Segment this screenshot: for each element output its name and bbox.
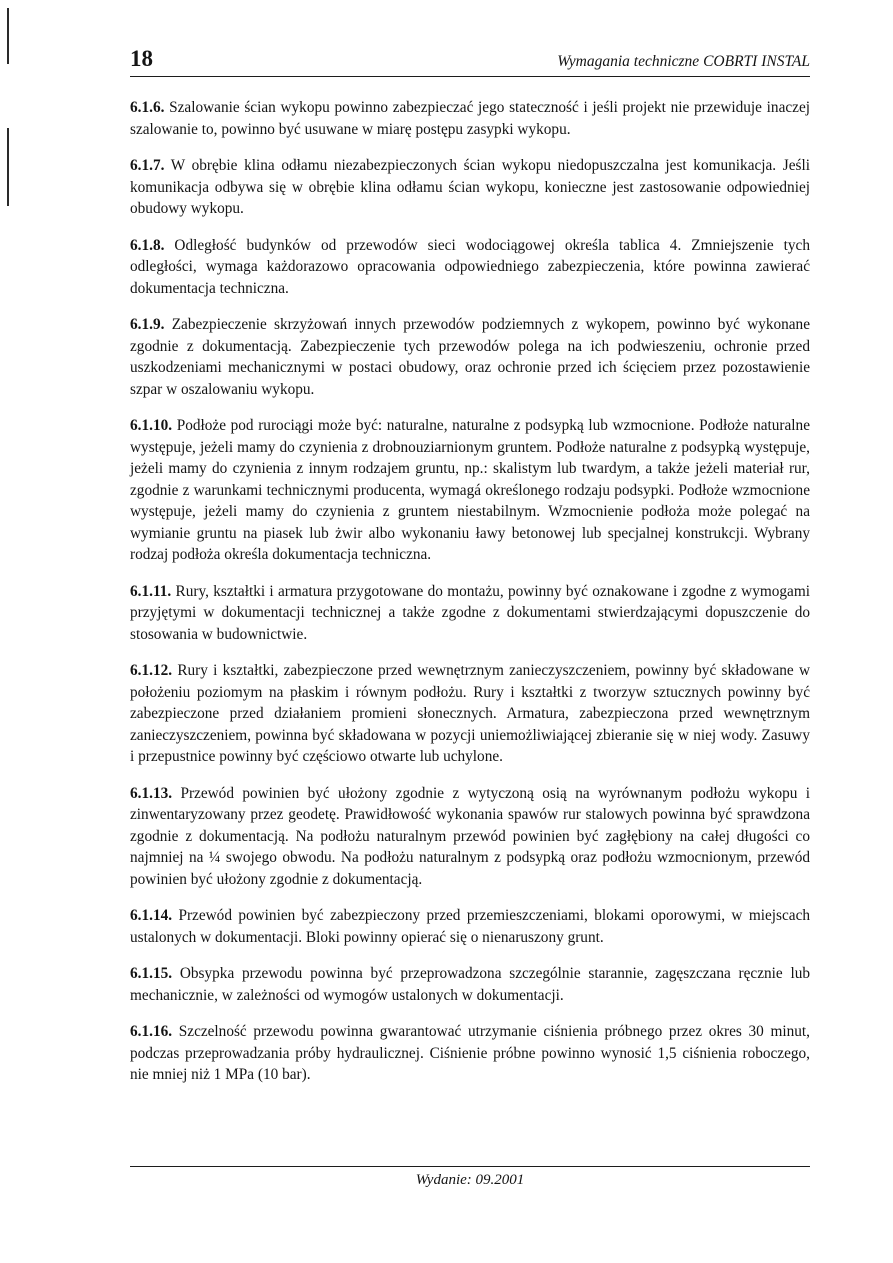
page-number: 18 xyxy=(130,46,153,71)
section-number: 6.1.15. xyxy=(130,965,173,982)
section-text: W obrębie klina odłamu niezabezpieczonych ścian wykopu niedopuszczalna jest komunikacja. Jeśli komunikacja odbywa się w obrębie klina odłamu ścian wykopu, konieczne jest zastosowanie odpowiedniej obudowy wykopu. xyxy=(130,157,810,217)
page-header xyxy=(130,46,810,77)
section-6-1-6 xyxy=(130,97,810,140)
section-6-1-7 xyxy=(130,155,810,220)
section-text: Szczelność przewodu powinna gwarantować utrzymanie ciśnienia próbnego przez okres 30 minut, podczas przeprowadzania próby hydraulicznej. Ciśnienie próbne powinno wynosić 1,5 ciśnienia roboczego, nie mniej niż 1 MPa (10 bar). xyxy=(130,1023,811,1083)
section-number: 6.1.11. xyxy=(130,582,172,600)
section-number: 6.1.10. xyxy=(130,417,173,434)
scan-margin-mark-middle xyxy=(7,128,9,206)
section-text: Przewód powinien być zabezpieczony przed przemieszczeniami, blokami oporowymi, w miejscach ustalonych w dokumentacji. Bloki powinny opierać się o nienaruszony grunt. xyxy=(130,907,811,946)
section-text: Rury, kształtki i armatura przygotowane do montażu, powinny być oznakowane i zgodne z wymogami przyjętymi w dokumentacji technicznej a także zgodne z dokumentami stwierdzającymi dopuszczenie do stosowania w budownictwie. xyxy=(130,582,810,643)
document-body xyxy=(130,97,810,1101)
section-6-1-8 xyxy=(130,235,810,300)
footer-divider xyxy=(130,1166,810,1167)
section-number: 6.1.8. xyxy=(130,236,165,254)
edition-footer: Wydanie: 09.2001 xyxy=(415,1172,525,1188)
section-6-1-12 xyxy=(130,660,810,768)
section-6-1-16 xyxy=(130,1021,810,1086)
section-text: Odległość budynków od przewodów sieci wodociągowej określa tablica 4. Zmniejszenie tych odległości, wymaga każdorazowo opracowania odpowiedniego zabezpieczenia, które powinna zawierać dokumentacja techniczna. xyxy=(130,236,810,297)
section-text: Zabezpieczenie skrzyżowań innych przewodów podziemnych z wykopem, powinno być wykonane zgodnie z dokumentacją. Zabezpieczenie tych przewodów polega na ich podwieszeniu, ochronie przed uszkodzeniami mechanicznymi w postaci obudowy, oraz ochronie przed ich ścięciem przez pozostawienie szpar w oszalowaniu wykopu. xyxy=(130,316,810,398)
section-text: Przewód powinien być ułożony zgodnie z wytyczoną osią na wyrównanym podłożu wykopu i zinwentaryzowany przez geodetę. Prawidłowość wykonania spawów rur stalowych powinna być sprawdzona zgodnie z dokumentacją. Na podłożu naturalnym przewód powinien być zagłębiony na całej długości co najmniej na ¼ swojego obwodu. Na podłożu naturalnym z podsypką oraz podłożu wzmocnionym, przewód powinien być ułożony zgodnie z dokumentacją. xyxy=(130,784,810,888)
section-text: Szalowanie ścian wykopu powinno zabezpieczać jego stateczność i jeśli projekt nie przewiduje inaczej szalowanie to, powinno być usuwane w miarę postępu zasypki wykopu. xyxy=(130,99,810,138)
section-6-1-10 xyxy=(130,415,810,566)
section-6-1-14 xyxy=(130,905,810,948)
section-number: 6.1.9. xyxy=(130,316,165,333)
section-6-1-15 xyxy=(130,963,810,1006)
section-number: 6.1.7. xyxy=(130,157,165,174)
running-title: Wymagania techniczne COBRTI INSTAL xyxy=(557,53,810,70)
section-text: Rury i kształtki, zabezpieczone przed wewnętrznym zanieczyszczeniem, powinny być składowane w położeniu poziomym na płaskim i równym podłożu. Rury i kształtki z tworzyw sztucznych powinny być zabezpieczone przed działaniem promieni słonecznych. Armatura, zabezpieczona przed wewnętrznym zanieczyszczeniem, powinna być składowana w pozycji uniemożliwiającej zbieranie się w niej wody. Zasuwy i przepustnice powinny być częściowo otwarte lub uchylone. xyxy=(130,662,810,765)
section-number: 6.1.12. xyxy=(130,662,173,679)
section-number: 6.1.14. xyxy=(130,907,173,924)
section-text: Obsypka przewodu powinna być przeprowadzona szczególnie starannie, zagęszczana ręcznie lub mechanicznie, w zależności od wymogów ustalonych w dokumentacji. xyxy=(130,965,810,1004)
section-6-1-9 xyxy=(130,314,810,400)
section-text: Podłoże pod rurociągi może być: naturalne, naturalne z podsypką lub wzmocnione. Podłoże naturalne występuje, jeżeli mamy do czynienia z drobnouziarnionym gruntem. Podłoże naturalne z podsypką występuje, jeżeli mamy do czynienia z innym rodzajem gruntu, np.: skalistym lub twardym, a także jeżeli materiał rur, zgodnie z warunkami technicznymi producenta, wymagá określonego rodzaju podsypki. Podłoże wzmocnione występuje, jeżeli mamy do czynienia z gruntem niestabilnym. Wzmocnienie podłoża może polegać na wymianie gruntu na piasek lub żwir albo wykonaniu ławy betonowej lub specjalnej konstrukcji. Wybrany rodzaj podłoża określa dokumentacja techniczna. xyxy=(130,417,810,563)
section-6-1-13 xyxy=(130,783,810,891)
section-number: 6.1.16. xyxy=(130,1023,173,1040)
section-number: 6.1.6. xyxy=(130,99,165,116)
section-6-1-11 xyxy=(130,581,810,646)
section-number: 6.1.13. xyxy=(130,784,173,802)
scan-margin-mark-top xyxy=(7,8,9,64)
